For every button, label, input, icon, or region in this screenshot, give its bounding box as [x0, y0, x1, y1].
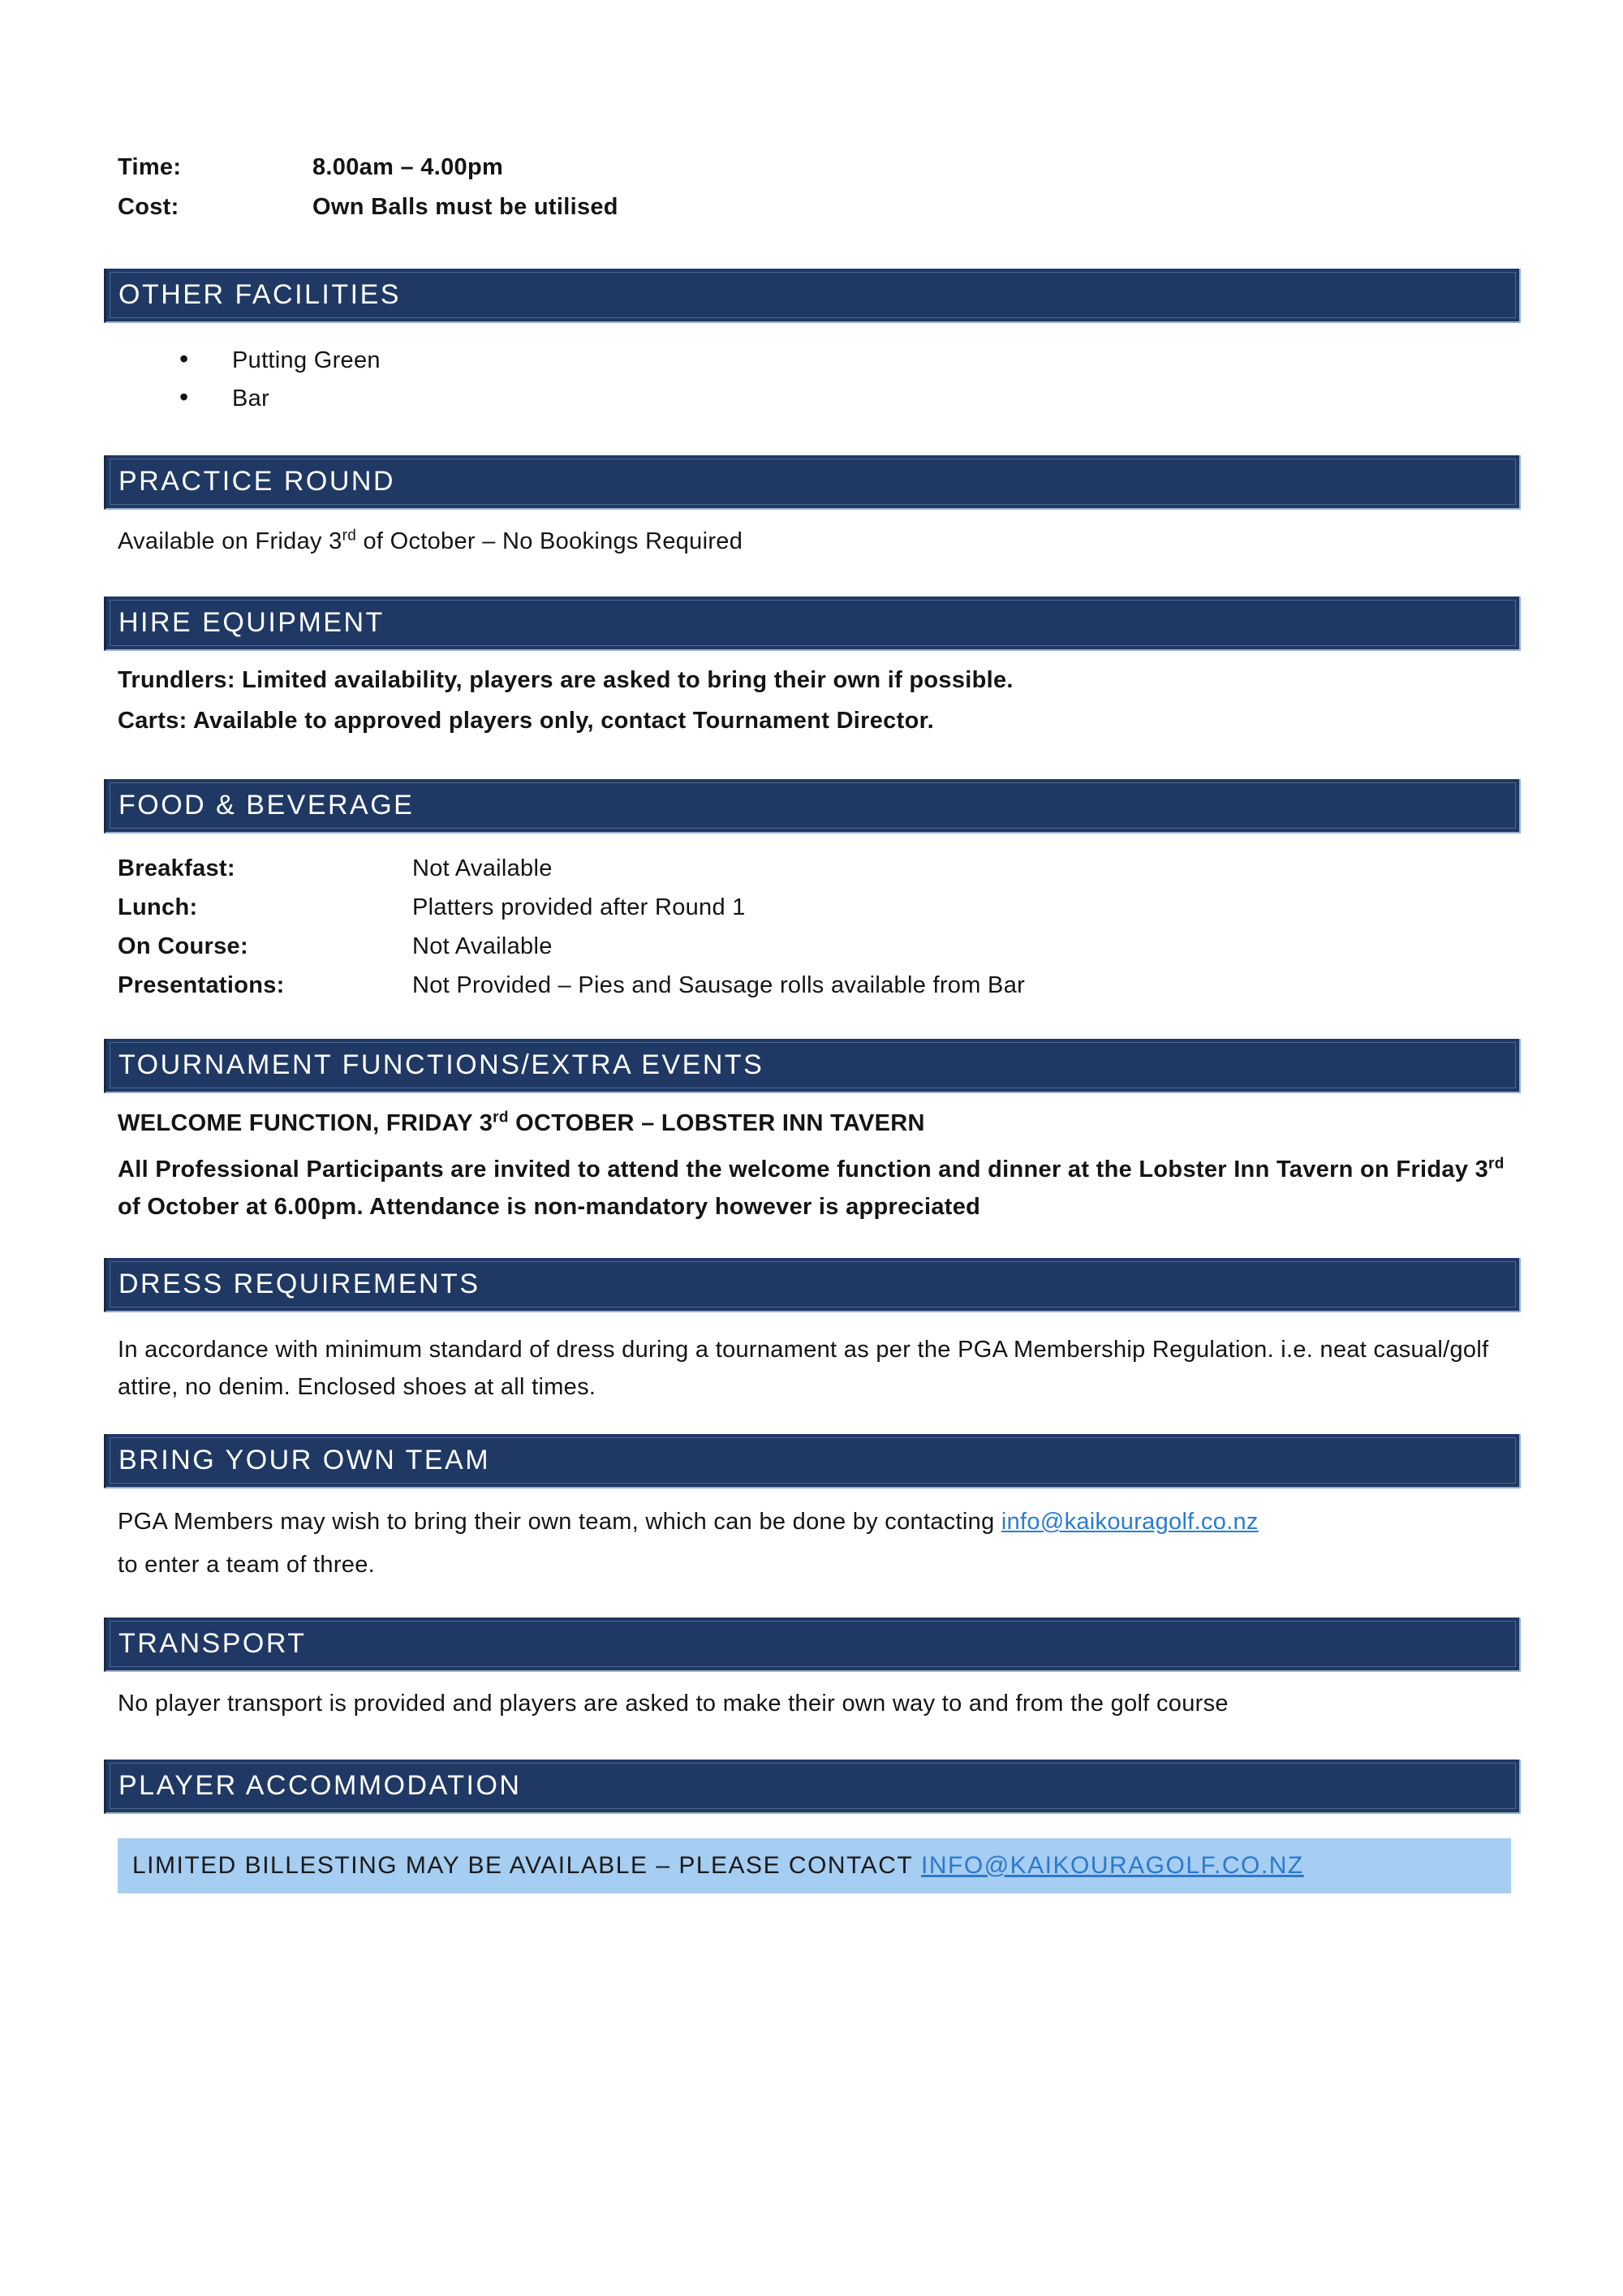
section-header-hire-equipment: [104, 597, 1521, 651]
facilities-bullet-item: • Bar: [118, 384, 381, 413]
food-row-presentations: [118, 971, 1530, 1000]
cost-value: Own Balls must be utilised: [312, 194, 618, 220]
time-label: Time:: [118, 154, 182, 180]
bring-team-text-line2: to enter a team of three.: [118, 1552, 376, 1578]
bring-team-text: [118, 1507, 1530, 1536]
ordinal-superscript: rd: [342, 527, 357, 545]
bring-team-text-pre: PGA Members may wish to bring their own team, which can be done by contacting: [118, 1509, 1001, 1535]
section-header-tournament-functions: [104, 1039, 1521, 1093]
section-title-transport: TRANSPORT: [118, 1628, 307, 1659]
welcome-heading-pre: WELCOME FUNCTION, FRIDAY 3: [118, 1110, 493, 1136]
welcome-heading-post: OCTOBER – LOBSTER INN TAVERN: [508, 1110, 925, 1136]
section-header-other-facilities: [104, 269, 1521, 323]
section-header-food-beverage: [104, 779, 1521, 834]
welcome-body-pre: All Professional Participants are invited to attend the welcome function and dinner at the Lobster Inn Tavern on Friday 3: [118, 1157, 1489, 1182]
facilities-bullet-list: [118, 346, 381, 422]
time-value: 8.00am – 4.00pm: [312, 154, 504, 180]
dress-requirements-text: In accordance with minimum standard of dress during a tournament as per the PGA Membership Regulation. i.e. neat casual/golf attire, no denim. Enclosed shoes at all times.: [118, 1337, 1489, 1400]
section-title-food-beverage: FOOD & BEVERAGE: [118, 790, 415, 821]
section-header-bring-your-own-team: [104, 1434, 1521, 1488]
section-title-hire-equipment: HIRE EQUIPMENT: [118, 607, 385, 638]
section-title-other-facilities: OTHER FACILITIES: [118, 279, 401, 310]
breakfast-value: Not Available: [412, 855, 553, 881]
practice-text-pre: Available on Friday 3: [118, 528, 342, 554]
food-row-on-course: [118, 932, 1530, 961]
practice-text-post: of October – No Bookings Required: [356, 528, 743, 554]
lunch-value: Platters provided after Round 1: [412, 894, 746, 920]
section-header-player-accommodation: [104, 1760, 1521, 1814]
accommodation-notice-text: LIMITED BILLESTING MAY BE AVAILABLE – PLEASE CONTACT: [132, 1852, 914, 1879]
welcome-function-body: [118, 1151, 1530, 1226]
info-row-cost: [118, 192, 1530, 222]
food-row-lunch: [118, 893, 1530, 922]
lunch-label: Lunch:: [118, 894, 198, 920]
welcome-function-heading: [118, 1109, 1530, 1138]
welcome-body-post: of October at 6.00pm. Attendance is non-mandatory however is appreciated: [118, 1194, 981, 1220]
breakfast-label: Breakfast:: [118, 855, 235, 881]
section-title-tournament-functions: TOURNAMENT FUNCTIONS/EXTRA EVENTS: [118, 1049, 764, 1080]
hire-trundlers-text: Trundlers: Limited availability, players are asked to bring their own if possible.: [118, 667, 1014, 693]
practice-round-text: [118, 527, 1530, 556]
section-header-dress-requirements: [104, 1258, 1521, 1312]
event-info-table: [118, 153, 1530, 232]
email-link[interactable]: info@kaikouragolf.co.nz: [1001, 1509, 1259, 1535]
ordinal-superscript: rd: [493, 1109, 509, 1126]
transport-text: No player transport is provided and players are asked to make their own way to and from the golf course: [118, 1691, 1229, 1717]
info-row-time: [118, 153, 1530, 182]
cost-label: Cost:: [118, 194, 179, 220]
presentations-value: Not Provided – Pies and Sausage rolls available from Bar: [412, 972, 1026, 998]
section-title-bring-your-own-team: BRING YOUR OWN TEAM: [118, 1445, 491, 1475]
presentations-label: Presentations:: [118, 972, 285, 998]
hire-carts-text: Carts: Available to approved players only, contact Tournament Director.: [118, 708, 934, 734]
accommodation-notice-box: [118, 1838, 1511, 1893]
email-link-uppercase[interactable]: INFO@KAIKOURAGOLF.CO.NZ: [921, 1852, 1304, 1879]
section-title-practice-round: PRACTICE ROUND: [118, 466, 396, 497]
on-course-value: Not Available: [412, 933, 553, 959]
food-beverage-table: [118, 854, 1530, 1010]
section-header-practice-round: [104, 455, 1521, 510]
section-title-dress-requirements: DRESS REQUIREMENTS: [118, 1269, 480, 1299]
facilities-bullet-item: • Putting Green: [118, 346, 381, 375]
section-header-transport: [104, 1618, 1521, 1672]
ordinal-superscript: rd: [1488, 1155, 1505, 1173]
on-course-label: On Course:: [118, 933, 248, 959]
section-title-player-accommodation: PLAYER ACCOMMODATION: [118, 1770, 522, 1801]
food-row-breakfast: [118, 854, 1530, 883]
